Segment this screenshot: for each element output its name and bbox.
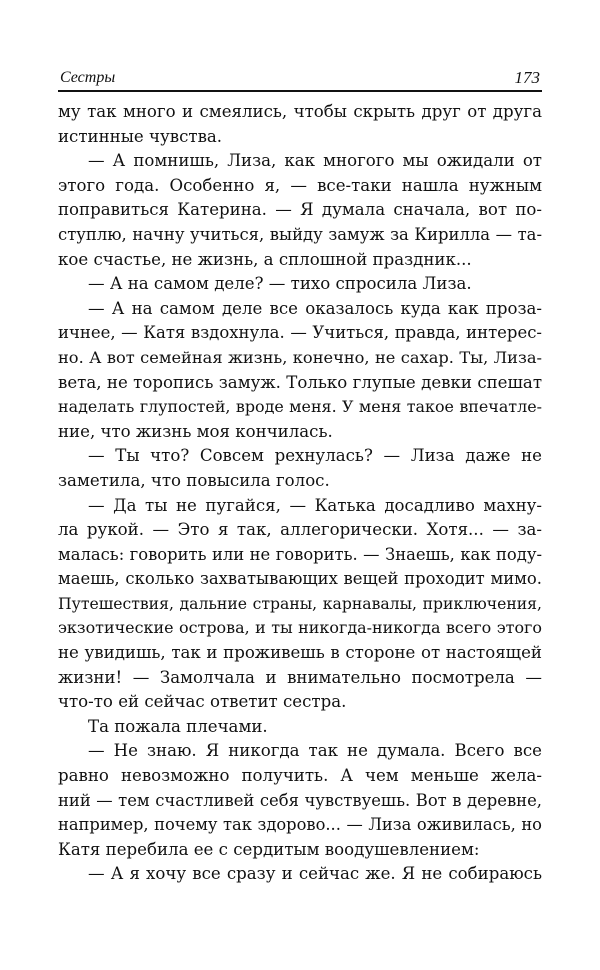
- text-line: — Не знаю. Я никогда так не думала. Всего все: [88, 741, 542, 761]
- text-line: истинные чувства.: [58, 126, 223, 146]
- text-line: — А на самом деле? — тихо спросила Лиза.: [88, 274, 472, 294]
- text-line: — Да ты не пугайся, — Катька досадливо махну-: [88, 495, 542, 515]
- text-line: Та пожала плечами.: [88, 716, 268, 736]
- text-line: вета, не торопись замуж. Только глупые девки спешат: [58, 372, 542, 392]
- text-line: экзотические острова, и ты никогда-никогда всего этого: [58, 618, 542, 638]
- text-line: ичнее, — Катя вздохнула. — Учиться, правда, интерес-: [58, 323, 542, 343]
- text-line: маешь, сколько захватывающих вещей проходит мимо.: [58, 569, 542, 589]
- text-line: не увидишь, так и проживешь в стороне от настоящей: [58, 643, 542, 663]
- text-line: — А на самом деле все оказалось куда как проза-: [88, 298, 542, 318]
- running-title: Сестры: [60, 69, 116, 86]
- body-text: [58, 100, 542, 887]
- text-line: кое счастье, не жизнь, а сплошной праздник...: [58, 249, 472, 269]
- header-rule: [58, 90, 542, 92]
- text-line: наделать глупостей, вроде меня. У меня такое впечатле-: [58, 397, 542, 417]
- text-line: равно невозможно получить. А чем меньше жела-: [58, 766, 542, 786]
- text-line: что-то ей сейчас ответит сестра.: [58, 692, 347, 712]
- page-number: 173: [514, 68, 540, 87]
- text-line: например, почему так здорово... — Лиза оживилась, но: [58, 815, 542, 835]
- text-line: ступлю, начну учиться, выйду замуж за Кирилла — та-: [58, 224, 542, 244]
- text-line: — Ты что? Совсем рехнулась? — Лиза даже не: [88, 446, 542, 466]
- text-line: Катя перебила ее с сердитым воодушевлением:: [58, 839, 480, 859]
- text-line: му так много и смеялись, чтобы скрыть друг от друга: [58, 102, 542, 121]
- book-page: [58, 64, 542, 887]
- text-line: заметила, что повысила голос.: [58, 470, 330, 490]
- text-line: — А помнишь, Лиза, как многого мы ожидали от: [88, 151, 542, 171]
- text-line: малась: говорить или не говорить. — Знаешь, как поду-: [58, 544, 542, 564]
- text-line: ла рукой. — Это я так, аллегорически. Хотя... — за-: [58, 520, 542, 540]
- text-line: ний — тем счастливей себя чувствуешь. Вот в деревне,: [58, 790, 542, 810]
- text-line: — А я хочу все сразу и сейчас же. Я не собираюсь: [88, 864, 542, 884]
- text-line: ние, что жизнь моя кончилась.: [58, 421, 333, 441]
- text-line: поправиться Катерина. — Я думала сначала, вот по-: [58, 200, 542, 220]
- text-line: этого года. Особенно я, — все-таки нашла нужным: [58, 175, 542, 195]
- text-line: Путешествия, дальние страны, карнавалы, приключения,: [58, 593, 542, 613]
- text-line: но. А вот семейная жизнь, конечно, не сахар. Ты, Лиза-: [58, 347, 542, 367]
- text-line: жизни! — Замолчала и внимательно посмотрела —: [58, 667, 542, 687]
- running-header: [58, 64, 542, 88]
